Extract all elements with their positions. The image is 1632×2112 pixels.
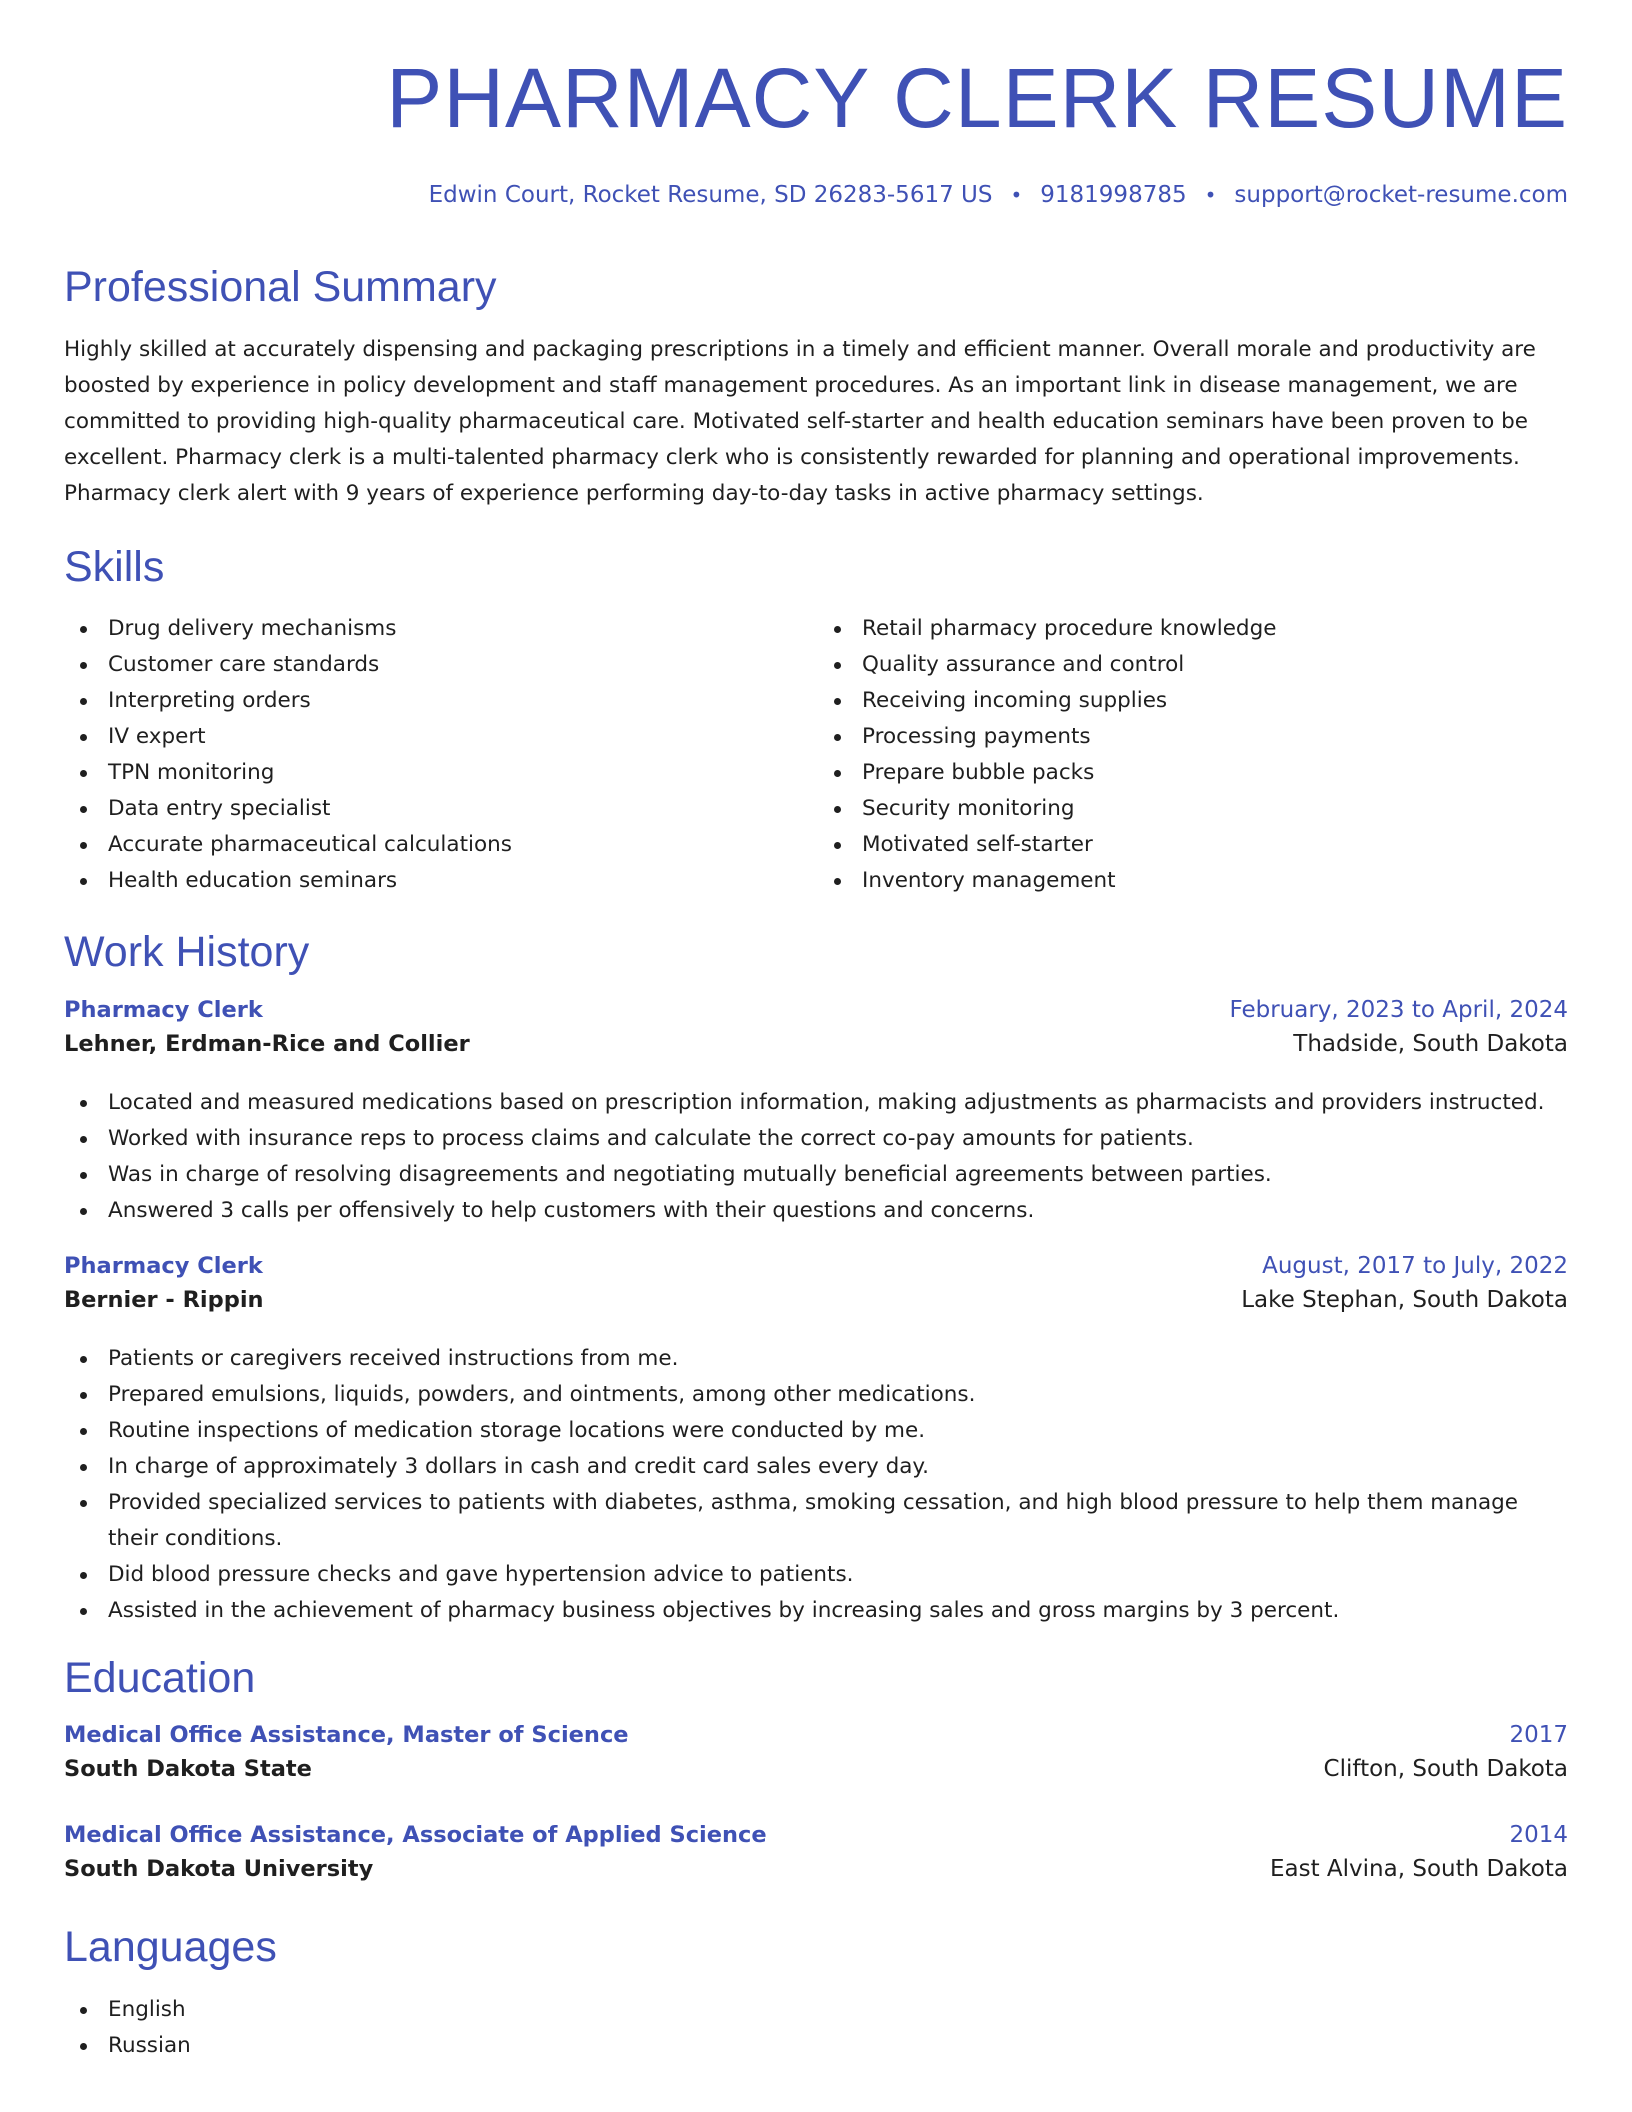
language-item: Russian	[64, 2028, 1568, 2064]
duty-item: Answered 3 calls per offensively to help customers with their questions and concerns.	[64, 1193, 1568, 1229]
contact-email[interactable]: support@rocket-resume.com	[1234, 182, 1568, 208]
skill-item: Prepare bubble packs	[818, 755, 1568, 791]
skills-list-right	[816, 611, 1568, 899]
duty-item: Provided specialized services to patients with diabetes, asthma, smoking cessation, and high blood pressure to help them manage their conditions.	[64, 1485, 1568, 1557]
skill-item: Customer care standards	[64, 647, 816, 683]
degree-name: Medical Office Assistance, Associate of Applied Science	[64, 1822, 767, 1849]
duty-item: Worked with insurance reps to process claims and calculate the correct co-pay amounts for patients.	[64, 1121, 1568, 1157]
education-section	[64, 1653, 1568, 1897]
school-name: South Dakota State	[64, 1756, 312, 1783]
contact-phone[interactable]: 9181998785	[1040, 182, 1187, 208]
job-title: Pharmacy Clerk	[64, 996, 263, 1023]
contact-line	[429, 182, 1568, 208]
duty-item: Prepared emulsions, liquids, powders, and ointments, among other medications.	[64, 1377, 1568, 1413]
languages-list	[64, 1992, 1568, 2064]
job-entry	[64, 1253, 1568, 1629]
skill-item: Security monitoring	[818, 791, 1568, 827]
resume-content	[64, 262, 1568, 2064]
section-heading-work-history: Work History	[64, 928, 310, 977]
skill-item: Inventory management	[818, 863, 1568, 899]
section-heading-summary: Professional Summary	[64, 263, 497, 311]
contact-separator: •	[1010, 183, 1023, 207]
job-location: Lake Stephan, South Dakota	[1241, 1286, 1568, 1313]
contact-address: Edwin Court, Rocket Resume, SD 26283-5617 US	[428, 182, 993, 208]
section-heading-education: Education	[64, 1653, 256, 1702]
skill-item: Interpreting orders	[64, 683, 816, 719]
skill-item: Retail pharmacy procedure knowledge	[818, 611, 1568, 647]
duty-item: Routine inspections of medication storage locations were conducted by me.	[64, 1413, 1568, 1449]
skill-item: Processing payments	[818, 719, 1568, 755]
school-location: East Alvina, South Dakota	[1269, 1856, 1568, 1883]
graduation-year: 2017	[1509, 1722, 1568, 1749]
skill-item: IV expert	[64, 719, 816, 755]
skill-item: Data entry specialist	[64, 791, 816, 827]
skill-item: Drug delivery mechanisms	[64, 611, 816, 647]
summary-section	[64, 262, 1568, 512]
duty-item: Located and measured medications based on prescription information, making adjustments as pharmacists and providers instructed.	[64, 1085, 1568, 1121]
section-heading-skills: Skills	[64, 542, 165, 591]
duty-item: Assisted in the achievement of pharmacy business objectives by increasing sales and gross margins by 3 percent.	[64, 1593, 1568, 1629]
school-location: Clifton, South Dakota	[1323, 1756, 1568, 1783]
skills-section	[64, 542, 1568, 900]
job-dates: August, 2017 to July, 2022	[1262, 1252, 1568, 1279]
summary-text: Highly skilled at accurately dispensing and packaging prescriptions in a timely and efficient manner. Overall morale and productivity are boosted by experience in policy development and staff management procedures. As an important link in disease management, we are committed to providing high-quality pharmaceutical care. Motivated self-starter and health education seminars have been proven to be excellent. Pharmacy clerk is a multi-talented pharmacy clerk who is consistently rewarded for planning and operational improvements. Pharmacy clerk alert with 9 years of experience performing day-to-day tasks in active pharmacy settings.	[64, 336, 1536, 506]
degree-name: Medical Office Assistance, Master of Science	[64, 1722, 629, 1749]
section-heading-languages: Languages	[64, 1923, 277, 1972]
job-entry	[64, 997, 1568, 1229]
job-title: Pharmacy Clerk	[64, 1252, 263, 1279]
job-duties	[64, 1341, 1568, 1629]
skill-item: Receiving incoming supplies	[818, 683, 1568, 719]
education-entry	[64, 1822, 1568, 1896]
job-location: Thadside, South Dakota	[1293, 1030, 1568, 1057]
school-name: South Dakota University	[64, 1856, 374, 1883]
languages-section	[64, 1922, 1568, 2064]
skill-item: Accurate pharmaceutical calculations	[64, 827, 816, 863]
duty-item: Was in charge of resolving disagreements and negotiating mutually beneficial agreements between parties.	[64, 1157, 1568, 1193]
resume-title: PHARMACY CLERK RESUME	[386, 51, 1568, 145]
job-duties	[64, 1085, 1568, 1229]
duty-item: Did blood pressure checks and gave hypertension advice to patients.	[64, 1557, 1568, 1593]
skill-item: Health education seminars	[64, 863, 816, 899]
duty-item: Patients or caregivers received instructions from me.	[64, 1341, 1568, 1377]
contact-separator: •	[1204, 183, 1217, 207]
skill-item: Quality assurance and control	[818, 647, 1568, 683]
graduation-year: 2014	[1509, 1822, 1568, 1849]
work-history-section	[64, 927, 1568, 1629]
skill-item: TPN monitoring	[64, 755, 816, 791]
skills-columns	[64, 611, 1568, 899]
company-name: Lehner, Erdman-Rice and Collier	[64, 1030, 470, 1057]
company-name: Bernier - Rippin	[64, 1286, 264, 1313]
duty-item: In charge of approximately 3 dollars in cash and credit card sales every day.	[64, 1449, 1568, 1485]
skills-list-left	[64, 611, 816, 899]
skill-item: Motivated self-starter	[818, 827, 1568, 863]
job-dates: February, 2023 to April, 2024	[1229, 996, 1568, 1023]
education-entry	[64, 1722, 1568, 1796]
language-item: English	[64, 1992, 1568, 2028]
